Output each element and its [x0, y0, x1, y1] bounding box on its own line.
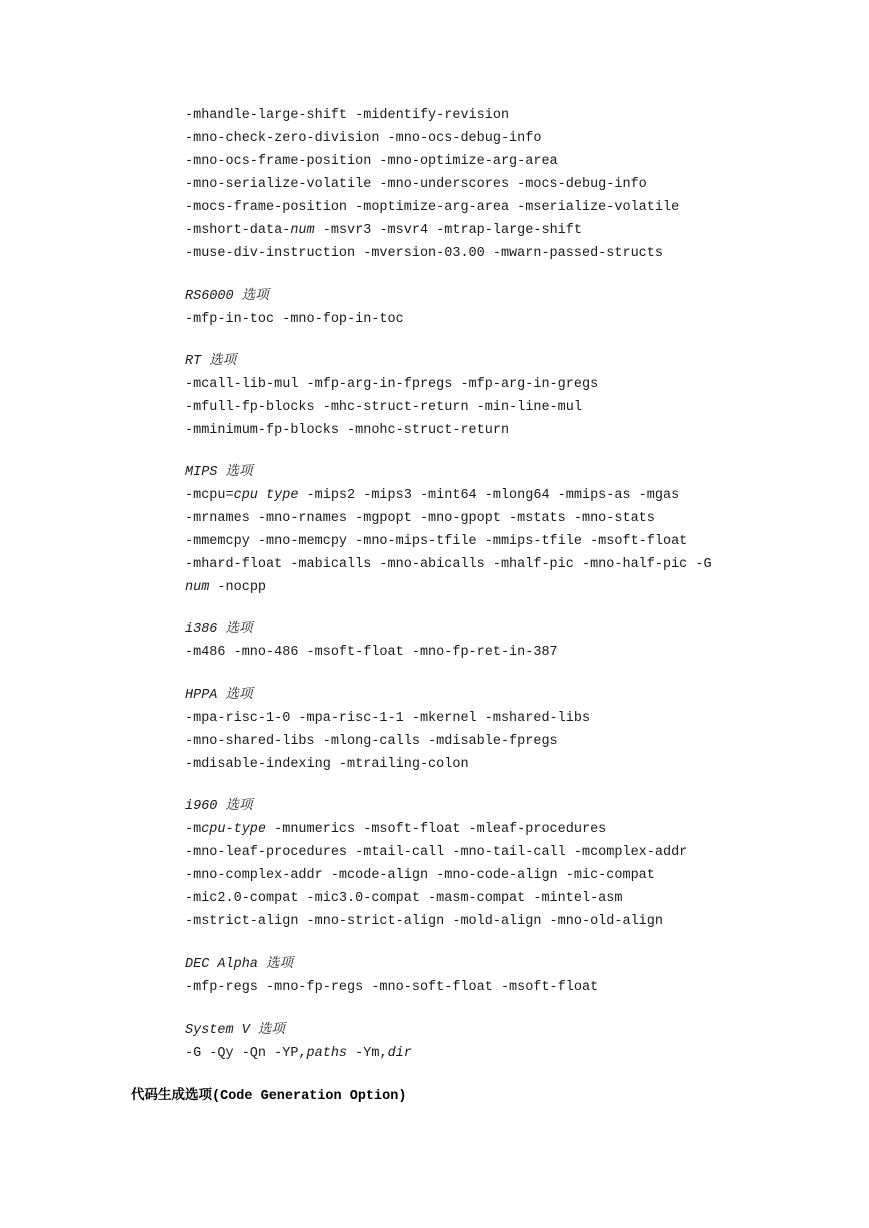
option-line: -mic2.0-compat -mic3.0-compat -masm-compat -mintel-asm: [185, 891, 623, 906]
option-line: -mhandle-large-shift -midentify-revision: [185, 108, 510, 123]
mips-heading: MIPS 选项: [185, 465, 253, 480]
option-param: dir: [387, 1046, 412, 1061]
option-line: -mfp-regs -mno-fp-regs -mno-soft-float -msoft-float: [185, 980, 599, 995]
option-text: -G -Qy -Qn -YP,: [185, 1046, 307, 1061]
option-text: -mnumerics -msoft-float -mleaf-procedures: [266, 822, 607, 837]
system-v-heading: System V 选项: [185, 1023, 285, 1038]
option-line: -mstrict-align -mno-strict-align -mold-align -mno-old-align: [185, 914, 663, 929]
option-text: -m: [185, 822, 202, 837]
option-line: -muse-div-instruction -mversion-03.00 -mwarn-passed-structs: [185, 246, 663, 261]
option-text: -mshort-data-: [185, 223, 291, 238]
i960-options-block: [185, 795, 869, 933]
option-line: -mhard-float -mabicalls -mno-abicalls -mhalf-pic -mno-half-pic -G: [185, 557, 712, 572]
option-param: cpu-type: [201, 822, 267, 837]
option-line: -mfp-in-toc -mno-fop-in-toc: [185, 312, 404, 327]
option-line: -mno-serialize-volatile -mno-underscores -mocs-debug-info: [185, 177, 647, 192]
option-text: -nocpp: [209, 580, 267, 595]
option-line: -mno-check-zero-division -mno-ocs-debug-info: [185, 131, 542, 146]
option-text: -mcpu=: [185, 488, 234, 503]
system-v-options-block: [185, 1019, 869, 1065]
hppa-heading: HPPA 选项: [185, 688, 253, 703]
option-param: num: [290, 223, 315, 238]
option-line: [185, 576, 869, 599]
option-line: -mfull-fp-blocks -mhc-struct-return -min-line-mul: [185, 400, 582, 415]
intro-options-block: [185, 104, 869, 265]
option-line: -m486 -mno-486 -msoft-float -mno-fp-ret-in-387: [185, 645, 558, 660]
rs6000-heading: RS6000 选项: [185, 289, 269, 304]
i960-heading: i960 选项: [185, 799, 253, 814]
option-line: -mno-shared-libs -mlong-calls -mdisable-fpregs: [185, 734, 558, 749]
option-param: num: [185, 580, 210, 595]
option-text: -msvr3 -msvr4 -mtrap-large-shift: [314, 223, 582, 238]
option-text: -mips2 -mips3 -mint64 -mlong64 -mmips-as -mgas: [298, 488, 680, 503]
i386-options-block: [185, 618, 869, 664]
option-line: -mrnames -mno-rnames -mgpopt -mno-gpopt -mstats -mno-stats: [185, 511, 655, 526]
hppa-options-block: [185, 684, 869, 776]
rs6000-options-block: [185, 285, 869, 331]
rt-options-block: [185, 350, 869, 442]
option-param: cpu type: [233, 488, 299, 503]
option-line: -mmemcpy -mno-memcpy -mno-mips-tfile -mmips-tfile -msoft-float: [185, 534, 688, 549]
option-line: -mocs-frame-position -moptimize-arg-area -mserialize-volatile: [185, 200, 680, 215]
option-line: -mno-ocs-frame-position -mno-optimize-arg-area: [185, 154, 558, 169]
option-text: -Ym,: [347, 1046, 388, 1061]
option-line: -mminimum-fp-blocks -mnohc-struct-return: [185, 423, 510, 438]
option-line: [185, 484, 869, 507]
option-line: -mpa-risc-1-0 -mpa-risc-1-1 -mkernel -mshared-libs: [185, 711, 591, 726]
i386-heading: i386 选项: [185, 622, 253, 637]
dec-alpha-heading: DEC Alpha 选项: [185, 957, 294, 972]
rt-heading: RT 选项: [185, 354, 237, 369]
option-line: -mdisable-indexing -mtrailing-colon: [185, 757, 469, 772]
option-param: paths: [306, 1046, 348, 1061]
option-line: [185, 818, 869, 841]
option-line: -mno-complex-addr -mcode-align -mno-code-align -mic-compat: [185, 868, 655, 883]
option-line: -mcall-lib-mul -mfp-arg-in-fpregs -mfp-arg-in-gregs: [185, 377, 599, 392]
option-line: [185, 1042, 869, 1065]
mips-options-block: [185, 461, 869, 599]
dec-alpha-options-block: [185, 953, 869, 999]
option-line: -mno-leaf-procedures -mtail-call -mno-tail-call -mcomplex-addr: [185, 845, 688, 860]
section-title: 代码生成选项(Code Generation Option): [131, 1089, 407, 1104]
option-line: [185, 219, 869, 242]
